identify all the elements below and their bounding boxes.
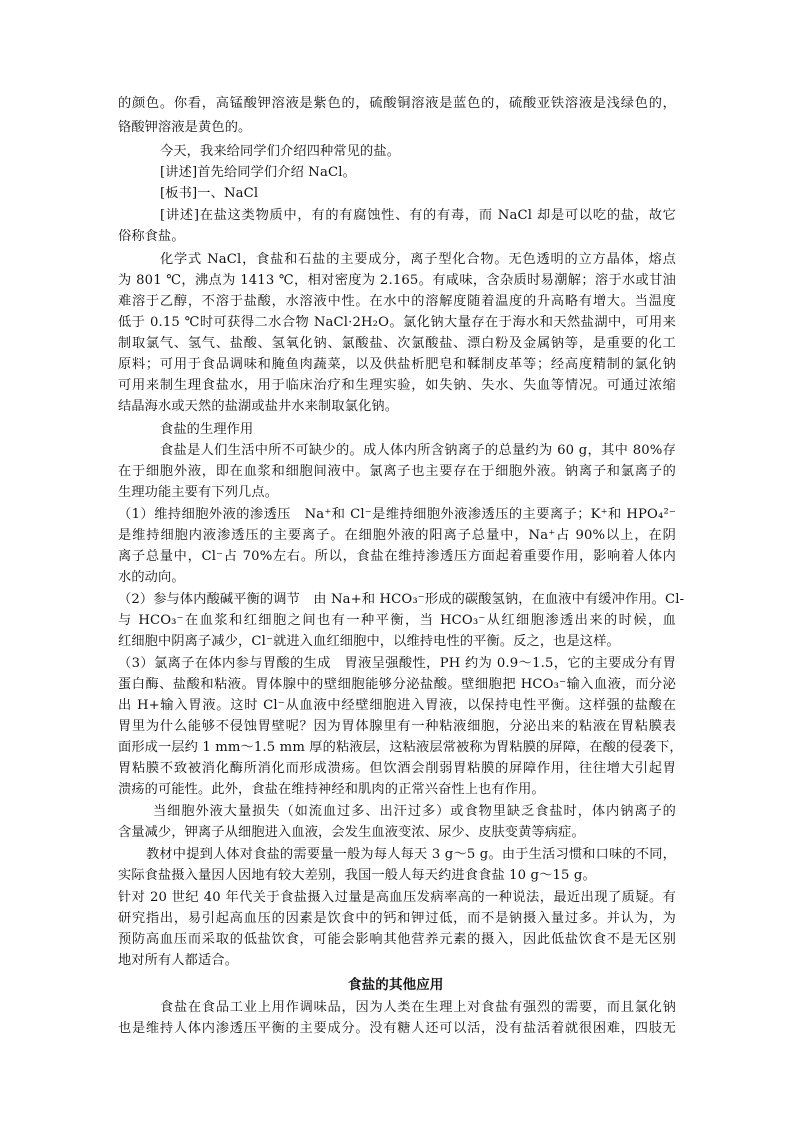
body-text-line: 化学式 NaCl，食盐和石盐的主要成分，离子型化合物。无色透明的立方晶体，熔点 [160, 252, 676, 267]
body-text-line: 在于细胞外液，即在血浆和细胞间液中。氯离子也主要存在于细胞外液。钠离子和氯离子的 [118, 464, 676, 479]
section-heading: 食盐的其他应用 [348, 977, 444, 993]
body-text-line: 俗称食盐。 [118, 229, 185, 244]
body-text-line: 教材中提到人体对食盐的需要量一般为每人每天 3 g～5 g。由于生活习惯和口味的不同， [146, 847, 676, 862]
body-text-line: 难溶于乙醇，不溶于盐酸，水溶液中性。在水中的溶解度随着温度的升高略有增大。当温度 [118, 294, 676, 309]
body-text-line: 低于 0.15 ℃时可获得二水合物 NaCl·2H₂O。氯化钠大量存在于海水和天然盐湖中，可用来 [118, 315, 676, 330]
body-text-line: 实际食盐摄入量因人因地有较大差别，我国一般人每天约进食食盐 10 g～15 g。 [118, 868, 596, 883]
body-text-line: 与 HCO₃⁻在血浆和红细胞之间也有一种平衡，当 HCO₃⁻从红细胞渗透出来的时候，血 [118, 613, 676, 628]
body-text-line: 铬酸钾溶液是黄色的。 [118, 120, 252, 135]
subheading: 食盐的生理作用 [160, 422, 254, 437]
body-text-line: 当细胞外液大量损失（如流血过多、出汗过多）或食物里缺乏食盐时，体内钠离子的 [153, 804, 676, 819]
body-text-line: 针对 20 世纪 40 年代关于食盐摄入过量是高血压发病率高的一种说法，最近出现了质疑。有 [118, 890, 676, 905]
body-text-line: 含量减少，钾离子从细胞进入血液，会发生血液变浓、尿少、皮肤变黄等病症。 [118, 825, 585, 840]
body-text-line: 是维持细胞内液渗透压的主要离子。在细胞外液的阳离子总量中，Na⁺占 90%以上，在阴 [118, 528, 676, 543]
body-text-line: 研究指出，易引起高血压的因素是饮食中的钙和钾过低，而不是钠摄入量过多。并认为，为 [118, 911, 676, 926]
body-text-line: （3）氯离子在体内参与胃酸的生成 胃液呈强酸性，PH 约为 0.9～1.5，它的主要成分有胃 [118, 656, 676, 671]
body-text-line: 也是维持人体内渗透压平衡的主要成分。没有糖人还可以活，没有盐活着就很困难，四肢无 [118, 1021, 676, 1036]
body-text-line: [板书]一、NaCl [160, 186, 259, 201]
body-text-line: [讲述]首先给同学们介绍 NaCl。 [160, 165, 356, 180]
body-text-line: 预防高血压而采取的低盐饮食，可能会影响其他营养元素的摄入，因此低盐饮食不是无区别 [118, 932, 676, 947]
body-text-line: （2）参与体内酸碱平衡的调节 由 Na+和 HCO₃⁻形成的碳酸氢钠，在血液中有缓冲作用。Cl- [118, 592, 685, 607]
body-text-line: 蛋白酶、盐酸和粘液。胃体腺中的壁细胞能够分泌盐酸。壁细胞把 HCO₃⁻输入血液，而分泌 [118, 677, 676, 692]
body-text-line: 水的动向。 [118, 570, 185, 585]
body-text-line: 离子总量中，Cl⁻占 70%左右。所以，食盐在维持渗透压方面起着重要作用，影响着人体内 [118, 549, 676, 564]
body-text-line: 为 801 ℃，沸点为 1413 ℃，相对密度为 2.165。有咸味，含杂质时易潮解；溶于水或甘油 [118, 273, 676, 288]
body-text-line: 制取氯气、氢气、盐酸、氢氧化钠、氯酸盐、次氯酸盐、漂白粉及金属钠等，是重要的化工 [118, 336, 676, 351]
body-text-line: 食盐是人们生活中所不可缺少的。成人体内所含钠离子的总量约为 60 g，其中 80%存 [160, 443, 676, 458]
body-text-line: 面形成一层约 1 mm～1.5 mm 厚的粘液层，这粘液层常被称为胃粘膜的屏障，在酸的侵袭下， [118, 740, 683, 755]
body-text-line: 结晶海水或天然的盐湖或盐井水来制取氯化钠。 [118, 399, 399, 414]
body-text-line: 食盐在食品工业上用作调味品，因为人类在生理上对食盐有强烈的需要，而且氯化钠 [160, 1000, 676, 1015]
body-text-line: 的颜色。你看，高锰酸钾溶液是紫色的，硫酸铜溶液是蓝色的，硫酸亚铁溶液是浅绿色的， [118, 96, 676, 111]
body-text-line: 原料；可用于食品调味和腌鱼肉蔬菜，以及供盐析肥皂和鞣制皮革等；经高度精制的氯化钠 [118, 357, 676, 372]
body-text-line: 地对所有人都适合。 [118, 953, 239, 968]
body-text-line: 出 H+输入胃液。这时 Cl⁻从血液中经壁细胞进入胃液，以保持电性平衡。这样强的盐酸在 [118, 698, 676, 713]
body-text-line: 溃疡的可能性。此外，食盐在维持神经和肌肉的正常兴奋性上也有作用。 [118, 782, 545, 797]
body-text-line: 胃里为什么能够不侵蚀胃壁呢？因为胃体腺里有一种粘液细胞，分泌出来的粘液在胃粘膜表 [118, 719, 676, 734]
body-text-line: 生理功能主要有下列几点。 [118, 485, 279, 500]
body-text-line: （1）维持细胞外液的渗透压 Na⁺和 Cl⁻是维持细胞外液渗透压的主要离子；K⁺和 HPO₄²⁻ [118, 507, 676, 522]
body-text-line: 今天，我来给同学们介绍四种常见的盐。 [160, 144, 401, 159]
body-text-line: [讲述]在盐这类物质中，有的有腐蚀性、有的有毒，而 NaCl 却是可以吃的盐，故它 [160, 208, 676, 223]
body-text-line: 胃粘膜不致被消化酶所消化而形成溃疡。但饮酒会削弱胃粘膜的屏障作用，往往增大引起胃 [118, 761, 676, 776]
body-text-line: 红细胞中阴离子减少，Cl⁻就进入血红细胞中，以维持电性的平衡。反之，也是这样。 [118, 634, 620, 649]
body-text-line: 可用来制生理食盐水，用于临床治疗和生理实验，如失钠、失水、失血等情况。可通过浓缩 [118, 378, 676, 393]
